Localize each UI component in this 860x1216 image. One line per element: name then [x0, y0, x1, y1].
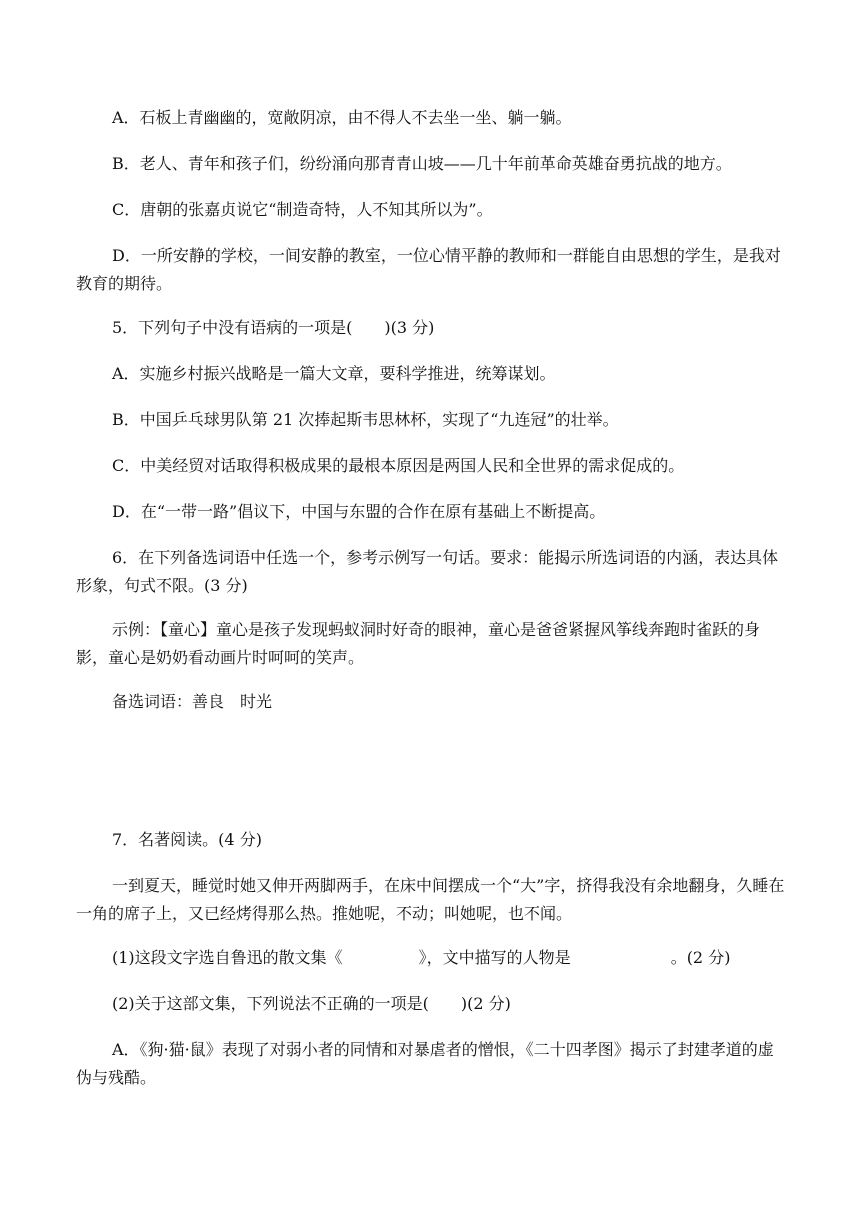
q5-option-b: B．中国乒乓球男队第 21 次捧起斯韦思林杯，实现了“九连冠”的壮举。: [112, 410, 619, 429]
q5-stem: 5．下列句子中没有语病的一项是( )(3 分): [112, 318, 435, 337]
q4-option-c: C．唐朝的张嘉贞说它“制造奇特，人不知其所以为”。: [112, 200, 493, 219]
q4-option-a: A．石板上青幽幽的，宽敞阴凉，由不得人不去坐一坐、躺一躺。: [112, 108, 572, 127]
q7-stem: 7．名著阅读。(4 分): [112, 830, 262, 849]
q6-candidates: 备选词语：善良 时光: [112, 692, 273, 711]
q7-sub2-option-a: A．《狗·猫·鼠》表现了对弱小者的同情和对暴虐者的憎恨，《二十四孝图》揭示了封建孝道的虚伪与残酷。: [76, 1040, 774, 1087]
q4-option-b: B．老人、青年和孩子们，纷纷涌向那青青山坡——几十年前革命英雄奋勇抗战的地方。: [112, 154, 732, 173]
q7-sub1-text-1: (1)这段文字选自鲁迅的散文集《: [112, 948, 343, 967]
q7-sub2: (2)关于这部文集，下列说法不正确的一项是( )(2 分): [112, 994, 511, 1013]
q4-option-d: D．一所安静的学校，一间安静的教室，一位心情平静的教师和一群能自由思想的学生，是我对教育的期待。: [76, 246, 781, 293]
q7-sub1-text-3: 。(2 分): [670, 948, 731, 967]
q5-option-d: D．在“一带一路”倡议下，中国与东盟的合作在原有基础上不断提高。: [112, 502, 606, 521]
q7-passage: 一到夏天，睡觉时她又伸开两脚两手，在床中间摆成一个“大”字，挤得我没有余地翻身，久睡在一角的席子上，又已经烤得那么热。推她呢，不动；叫她呢，也不闻。: [76, 876, 785, 923]
q7-sub1-text-2: 》，文中描写的人物是: [418, 948, 571, 967]
q5-option-a: A．实施乡村振兴战略是一篇大文章，要科学推进，统筹谋划。: [112, 364, 556, 383]
q7-sub1: [112, 944, 792, 972]
q5-option-c: C．中美经贸对话取得积极成果的最根本原因是两国人民和全世界的需求促成的。: [112, 456, 685, 475]
q6-stem: 6．在下列备选词语中任选一个，参考示例写一句话。要求：能揭示所选词语的内涵，表达具体形象，句式不限。(3 分): [76, 548, 779, 595]
q6-example: 示例：【童心】童心是孩子发现蚂蚁洞时好奇的眼神，童心是爸爸紧握风筝线奔跑时雀跃的身影，童心是奶奶看动画片时呵呵的笑声。: [76, 620, 761, 667]
